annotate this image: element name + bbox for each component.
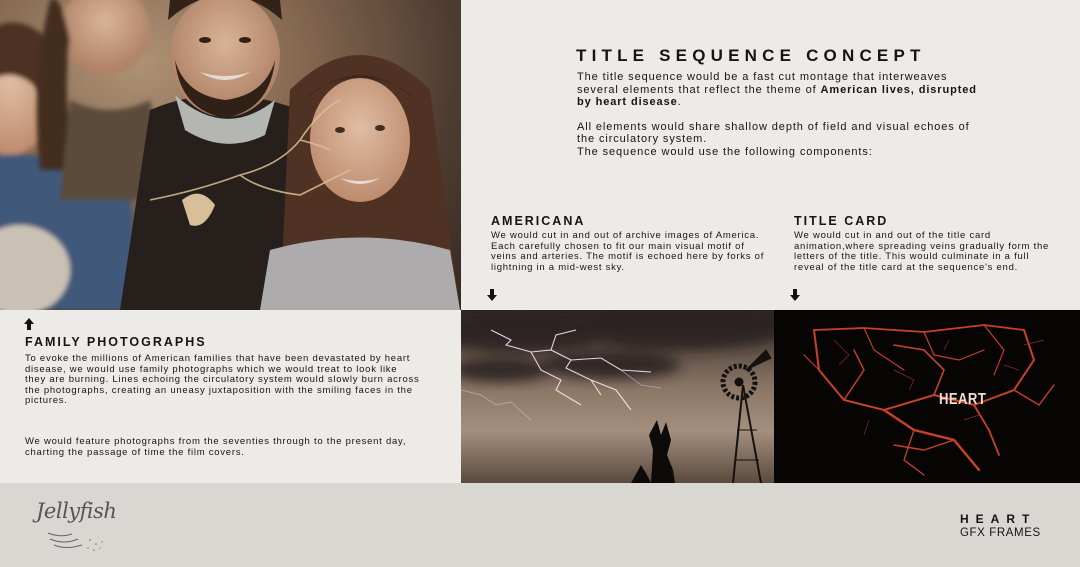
family-heading: FAMILY PHOTOGRAPHS xyxy=(25,335,207,349)
concept-intro xyxy=(577,71,987,158)
vein-illustration xyxy=(774,310,1080,483)
title-card-body: We would cut in and out of the title card animation,where spreading veins gradually form the letters of the title. This would culminate in a full reveal of the title card at the sequence's end. xyxy=(794,230,1050,273)
title-card-heading: TITLE CARD xyxy=(794,214,889,228)
concept-title: TITLE SEQUENCE CONCEPT xyxy=(576,46,926,65)
americana-body: We would cut in and out of archive images of America. Each carefully chosen to fit our main visual motif of veins and arteries. The motif is echoed here by forks of lightning in a mid-west sky. xyxy=(491,230,765,273)
jellyfish-logo-text: Jellyfish xyxy=(36,499,117,523)
concept-emphasis: American lives, disrupted by heart disease xyxy=(577,83,977,108)
vein-title-word: HEART xyxy=(939,391,987,408)
arrow-down-icon xyxy=(790,289,800,301)
lightning-image xyxy=(461,310,774,483)
footer-subtitle: GFX FRAMES xyxy=(960,527,1041,539)
family-body-1: To evoke the millions of American families that have been devastated by heart disease, we would use family photographs which we would treat to look like they are burning. Lines echoing the circulatory system would slowly burn across the photographs, creating an uneasy juxtaposition with the smiling faces in the pictures. xyxy=(25,353,420,407)
footer-bar xyxy=(0,483,1080,567)
arrow-down-icon xyxy=(487,289,497,301)
family-photo-illustration xyxy=(0,0,461,310)
lightning-illustration xyxy=(461,310,774,483)
family-photograph-image xyxy=(0,0,461,310)
vein-title-card-image xyxy=(774,310,1080,483)
footer-title: HEART xyxy=(960,512,1037,526)
americana-heading: AMERICANA xyxy=(491,214,586,228)
concept-paragraph-1: The title sequence would be a fast cut montage that interweaves several elements that reflect the theme of American lives, disrupted by heart disease. xyxy=(577,71,977,108)
family-body-2: We would feature photographs from the seventies through to the present day, charting the passage of time the film covers. xyxy=(25,436,407,458)
arrow-up-icon xyxy=(24,318,34,330)
concept-paragraph-2: All elements would share shallow depth of field and visual echoes of the circulatory system. The sequence would use the following components: xyxy=(577,120,970,158)
